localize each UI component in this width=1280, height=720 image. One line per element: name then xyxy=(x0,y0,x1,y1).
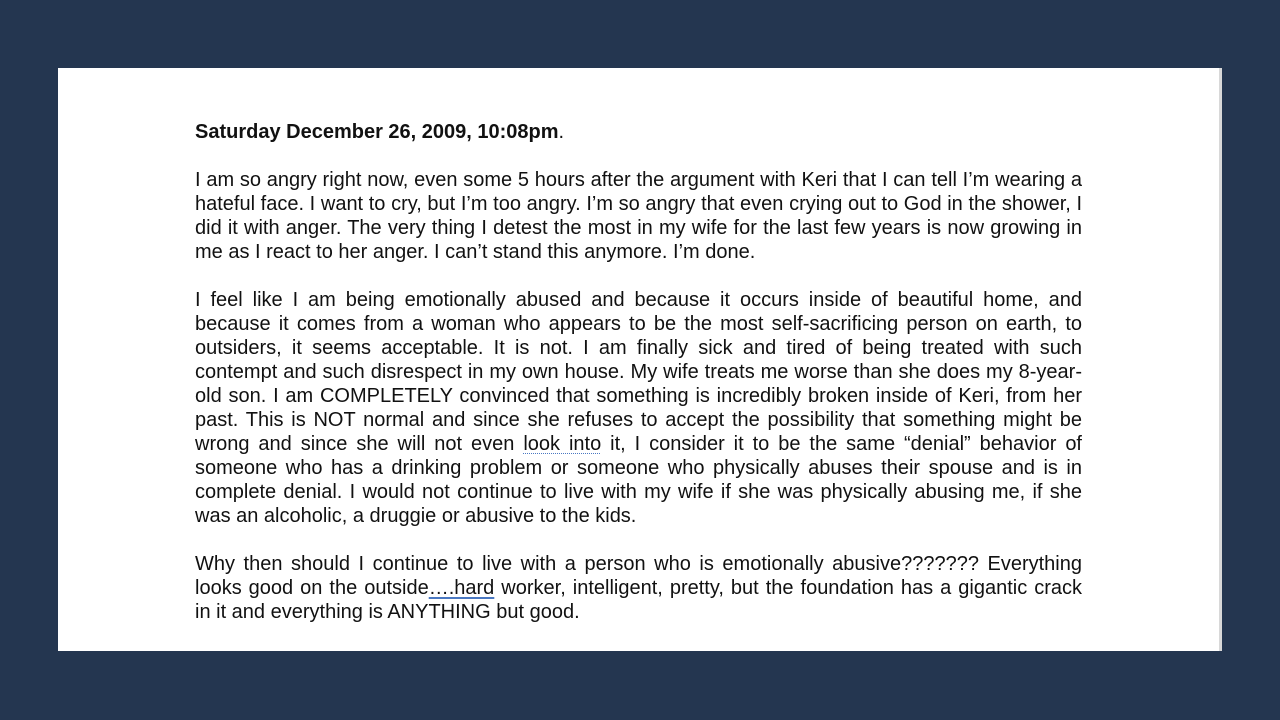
entry-heading xyxy=(195,120,1082,144)
grammar-flagged-phrase[interactable]: look into xyxy=(523,433,602,455)
paragraph-3 xyxy=(195,552,1082,624)
entry-date: Saturday December 26, 2009, 10:08pm xyxy=(195,121,559,143)
document-body xyxy=(195,120,1082,648)
paragraph-2-text-before: I feel like I am being emotionally abused and because it occurs inside of beautiful home, and because it comes from a woman who appears to be the most self-sacrificing person on earth, to outsiders, it seems acceptable. It is not. I am finally sick and tired of being treated with such contempt and such disrespect in my own house. My wife treats me worse than she does my 8-year-old son. I am COMPLETELY convinced that something is incredibly broken inside of Keri, from her past. This is NOT normal and since she refuses to accept the possibility that something might be wrong and since she will not even xyxy=(195,289,1082,455)
paragraph-2 xyxy=(195,288,1082,528)
document-page xyxy=(58,68,1222,651)
paragraph-1: I am so angry right now, even some 5 hours after the argument with Keri that I can tell I’m wearing a hateful face. I want to cry, but I’m too angry. I’m so angry that even crying out to God in the shower, I did it with anger. The very thing I detest the most in my wife for the last few years is now growing in me as I react to her anger. I can’t stand this anymore. I’m done. xyxy=(195,169,1082,263)
paragraph-2-text-after: it, I consider it to be the same “denial” behavior of someone who has a drinking problem or someone who physically abuses their spouse and is in complete denial. I would not continue to live with my wife if she was physically abusing me, if she was an alcoholic, a druggie or abusive to the kids. xyxy=(195,433,1082,527)
grammar-flagged-word[interactable]: ….hard xyxy=(428,577,495,599)
entry-date-period: . xyxy=(558,121,565,143)
paragraph-3-text-before: Why then should I continue to live with a person who is emotionally abusive??????? Everything looks good on the outside xyxy=(195,553,1082,599)
paragraph-3-text-after: worker, intelligent, pretty, but the foundation has a gigantic crack in it and everything is ANYTHING but good. xyxy=(195,577,1083,623)
